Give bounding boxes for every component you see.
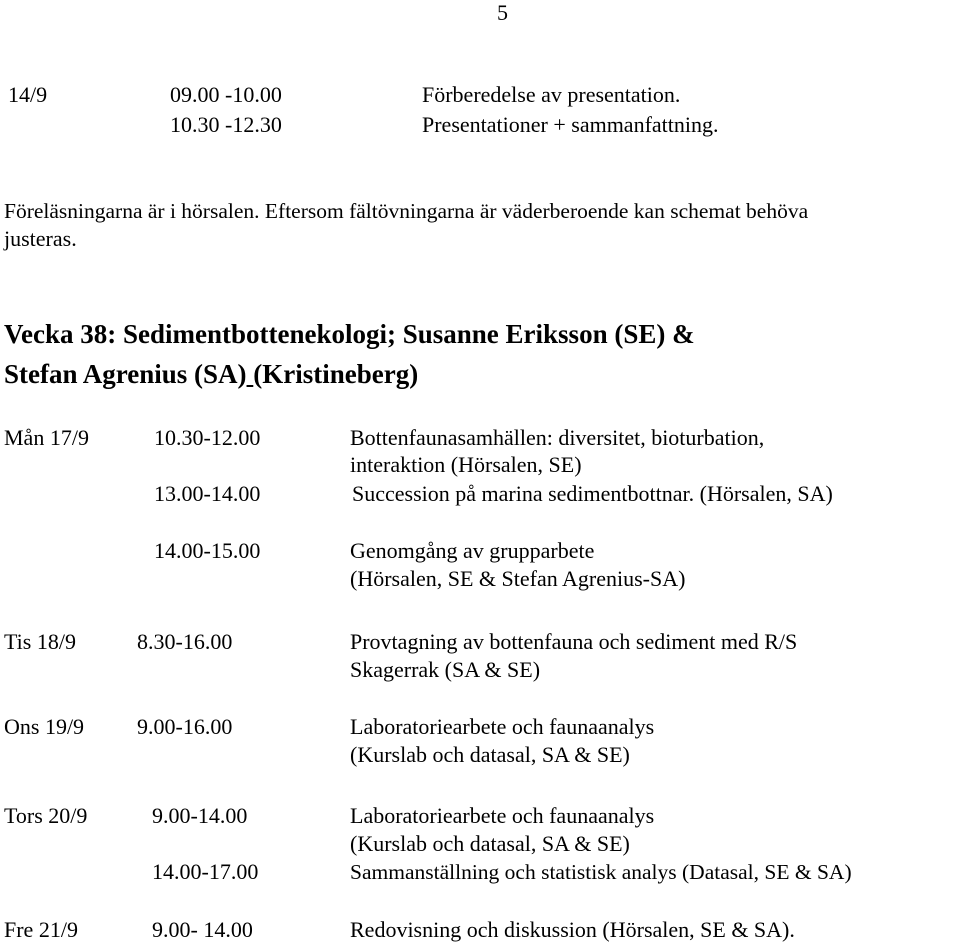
schedule-time: 9.00-16.00 bbox=[137, 714, 233, 739]
prev-week-time: 09.00 -10.00 bbox=[170, 82, 282, 107]
schedule-activity: (Kurslab och datasal, SA & SE) bbox=[350, 831, 630, 856]
schedule-time: 14.00-15.00 bbox=[154, 538, 261, 563]
schedule-day: Fre 21/9 bbox=[4, 917, 78, 942]
schedule-time: 13.00-14.00 bbox=[154, 481, 261, 506]
schedule-note: Föreläsningarna är i hörsalen. Eftersom fältövningarna är väderberoende kan schemat behöva bbox=[4, 199, 809, 223]
schedule-activity: Skagerrak (SA & SE) bbox=[350, 657, 541, 682]
schedule-note: justeras. bbox=[4, 226, 77, 251]
schedule-activity: (Kurslab och datasal, SA & SE) bbox=[350, 742, 630, 767]
schedule-activity: Genomgång av grupparbete bbox=[350, 538, 595, 563]
schedule-day: Ons 19/9 bbox=[4, 714, 85, 739]
schedule-day: Mån 17/9 bbox=[4, 425, 89, 450]
heading-teacher: Stefan Agrenius (SA) bbox=[4, 359, 247, 389]
page-number: 5 bbox=[497, 0, 508, 25]
schedule-day: Tors 20/9 bbox=[4, 803, 88, 828]
heading-location: (Kristineberg) bbox=[253, 359, 419, 389]
prev-week-activity: Presentationer + sammanfattning. bbox=[422, 112, 719, 137]
prev-week-activity: Förberedelse av presentation. bbox=[422, 82, 681, 107]
week-heading bbox=[4, 358, 418, 390]
schedule-activity: (Hörsalen, SE & Stefan Agrenius-SA) bbox=[350, 566, 686, 591]
prev-week-date: 14/9 bbox=[8, 82, 48, 107]
schedule-activity: Provtagning av bottenfauna och sediment med R/S bbox=[350, 629, 798, 654]
prev-week-time: 10.30 -12.30 bbox=[170, 112, 282, 137]
week-heading: Vecka 38: Sedimentbottenekologi; Susanne Eriksson (SE) & bbox=[4, 319, 695, 349]
schedule-activity: Laboratoriearbete och faunaanalys bbox=[350, 714, 655, 739]
schedule-time: 10.30-12.00 bbox=[154, 425, 261, 450]
schedule-time: 14.00-17.00 bbox=[152, 859, 259, 884]
schedule-activity: Laboratoriearbete och faunaanalys bbox=[350, 803, 655, 828]
schedule-time: 9.00- 14.00 bbox=[152, 917, 253, 942]
schedule-activity: Bottenfaunasamhällen: diversitet, bioturbation, bbox=[350, 425, 765, 450]
schedule-day: Tis 18/9 bbox=[4, 629, 76, 654]
schedule-time: 9.00-14.00 bbox=[152, 803, 248, 828]
schedule-activity: interaktion (Hörsalen, SE) bbox=[350, 452, 582, 477]
schedule-activity: Succession på marina sedimentbottnar. (Hörsalen, SA) bbox=[352, 481, 833, 506]
schedule-time: 8.30-16.00 bbox=[137, 629, 233, 654]
schedule-activity: Redovisning och diskussion (Hörsalen, SE & SA). bbox=[350, 917, 795, 942]
schedule-activity: Sammanställning och statistisk analys (Datasal, SE & SA) bbox=[350, 860, 852, 884]
